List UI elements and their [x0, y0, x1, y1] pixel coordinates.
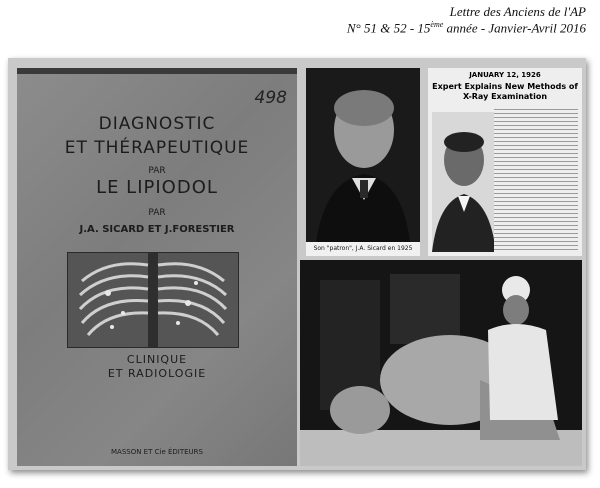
ribcage-icon: [68, 253, 238, 347]
portrait-caption: Son "patron", J.A. Sicard en 1925: [306, 242, 420, 256]
news-date: JANUARY 12, 1926: [469, 71, 541, 79]
book-cover: [17, 68, 297, 466]
book-subtitle-line1: CLINIQUE: [126, 353, 188, 366]
newsletter-title: Lettre des Anciens de l'AP: [449, 4, 586, 19]
book-subtitle-line2: ET RADIOLOGIE: [107, 367, 207, 380]
issue-prefix: N° 51 & 52 - 15: [346, 20, 431, 36]
book-title-line2: ET THÉRAPEUTIQUE: [64, 138, 250, 158]
book-title-line3: LE LIPIODOL: [96, 177, 218, 198]
issue-line: [347, 20, 586, 36]
news-article-text: [494, 106, 578, 252]
news-headline-line1: Expert Explains New Methods of: [432, 82, 578, 91]
book-par-2: PAR: [148, 208, 166, 218]
book-par-1: PAR: [148, 166, 166, 176]
forestier-figure-icon: [432, 112, 496, 252]
news-headline-line2: X-Ray Examination: [462, 92, 548, 101]
book-title-line1: DIAGNOSTIC: [98, 114, 216, 134]
issue-superscript: ème: [430, 20, 444, 29]
sicard-portrait: [306, 68, 420, 256]
book-authors: J.A. SICARD ET J.FORESTIER: [79, 224, 235, 235]
book-publisher: MASSON ET Cie ÉDITEURS: [111, 448, 203, 456]
exam-scene-icon: [300, 260, 582, 466]
newspaper-clipping: [428, 68, 582, 256]
forestier-photo: [432, 112, 496, 252]
issue-suffix: année - Janvier-Avril 2016: [443, 20, 586, 36]
handwritten-number: 498: [254, 88, 287, 108]
xray-illustration: [67, 252, 239, 348]
radiology-exam-photo: [300, 260, 582, 466]
portrait-figure-icon: [306, 68, 420, 242]
